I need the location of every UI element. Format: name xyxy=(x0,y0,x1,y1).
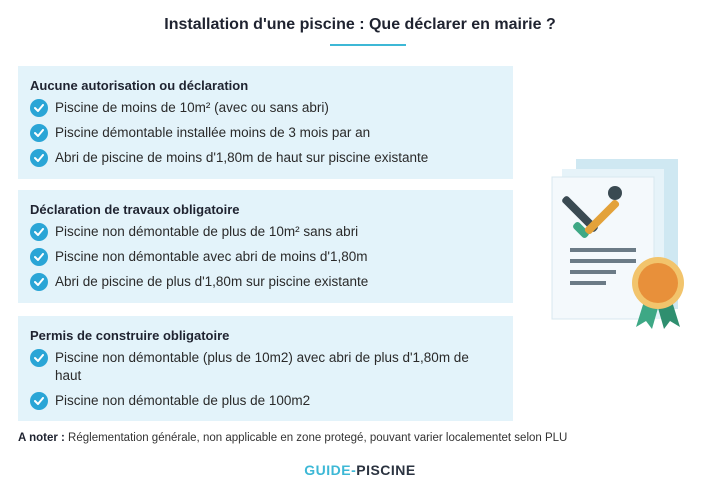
list-item xyxy=(30,223,501,241)
check-circle-icon xyxy=(30,149,48,167)
list-item-text: Piscine démontable installée moins de 3 mois par an xyxy=(55,125,371,140)
list-item-text: Piscine non démontable (plus de 10m2) avec abri de plus d'1,80m de haut xyxy=(55,350,469,383)
list-item-text: Abri de piscine de plus d'1,80m sur piscine existante xyxy=(55,274,369,289)
brand-part-1: GUIDE- xyxy=(304,462,357,478)
list-item xyxy=(30,248,501,266)
check-circle-icon xyxy=(30,248,48,266)
check-circle-icon xyxy=(30,392,48,410)
section-heading: Déclaration de travaux obligatoire xyxy=(30,202,240,217)
section-heading: Aucune autorisation ou déclaration xyxy=(30,78,249,93)
list-item-text: Piscine non démontable avec abri de moins d'1,80m xyxy=(55,249,368,264)
section-building-permit xyxy=(18,316,513,421)
check-circle-icon xyxy=(30,273,48,291)
check-circle-icon xyxy=(30,223,48,241)
certificate-illustration xyxy=(548,155,698,330)
list-item xyxy=(30,392,501,410)
list-item xyxy=(30,99,501,117)
list-item-text: Abri de piscine de moins d'1,80m de haut sur piscine existante xyxy=(55,150,429,165)
list-item xyxy=(30,273,501,291)
certificate-icon xyxy=(548,155,698,330)
check-circle-icon xyxy=(30,99,48,117)
footnote-label: A noter : xyxy=(18,432,65,444)
title-underline xyxy=(330,44,406,46)
list-item-text: Piscine de moins de 10m² (avec ou sans abri) xyxy=(55,100,329,115)
brand-part-2: PISCINE xyxy=(356,462,416,478)
list-item xyxy=(30,124,501,142)
list-item-text: Piscine non démontable de plus de 100m2 xyxy=(55,393,311,408)
section-heading: Permis de construire obligatoire xyxy=(30,328,230,343)
footnote-text: Réglementation générale, non applicable en zone protegé, pouvant varier localementet selon PLU xyxy=(64,432,568,444)
check-circle-icon xyxy=(30,349,48,367)
page-title: Installation d'une piscine : Que déclarer en mairie ? xyxy=(164,16,556,33)
list-item-text: Piscine non démontable de plus de 10m² sans abri xyxy=(55,224,359,239)
brand-logo xyxy=(0,462,720,478)
check-circle-icon xyxy=(30,124,48,142)
list-item xyxy=(30,349,501,385)
section-no-authorization xyxy=(18,66,513,179)
footnote xyxy=(18,432,567,444)
section-work-declaration xyxy=(18,190,513,303)
list-item xyxy=(30,149,501,167)
